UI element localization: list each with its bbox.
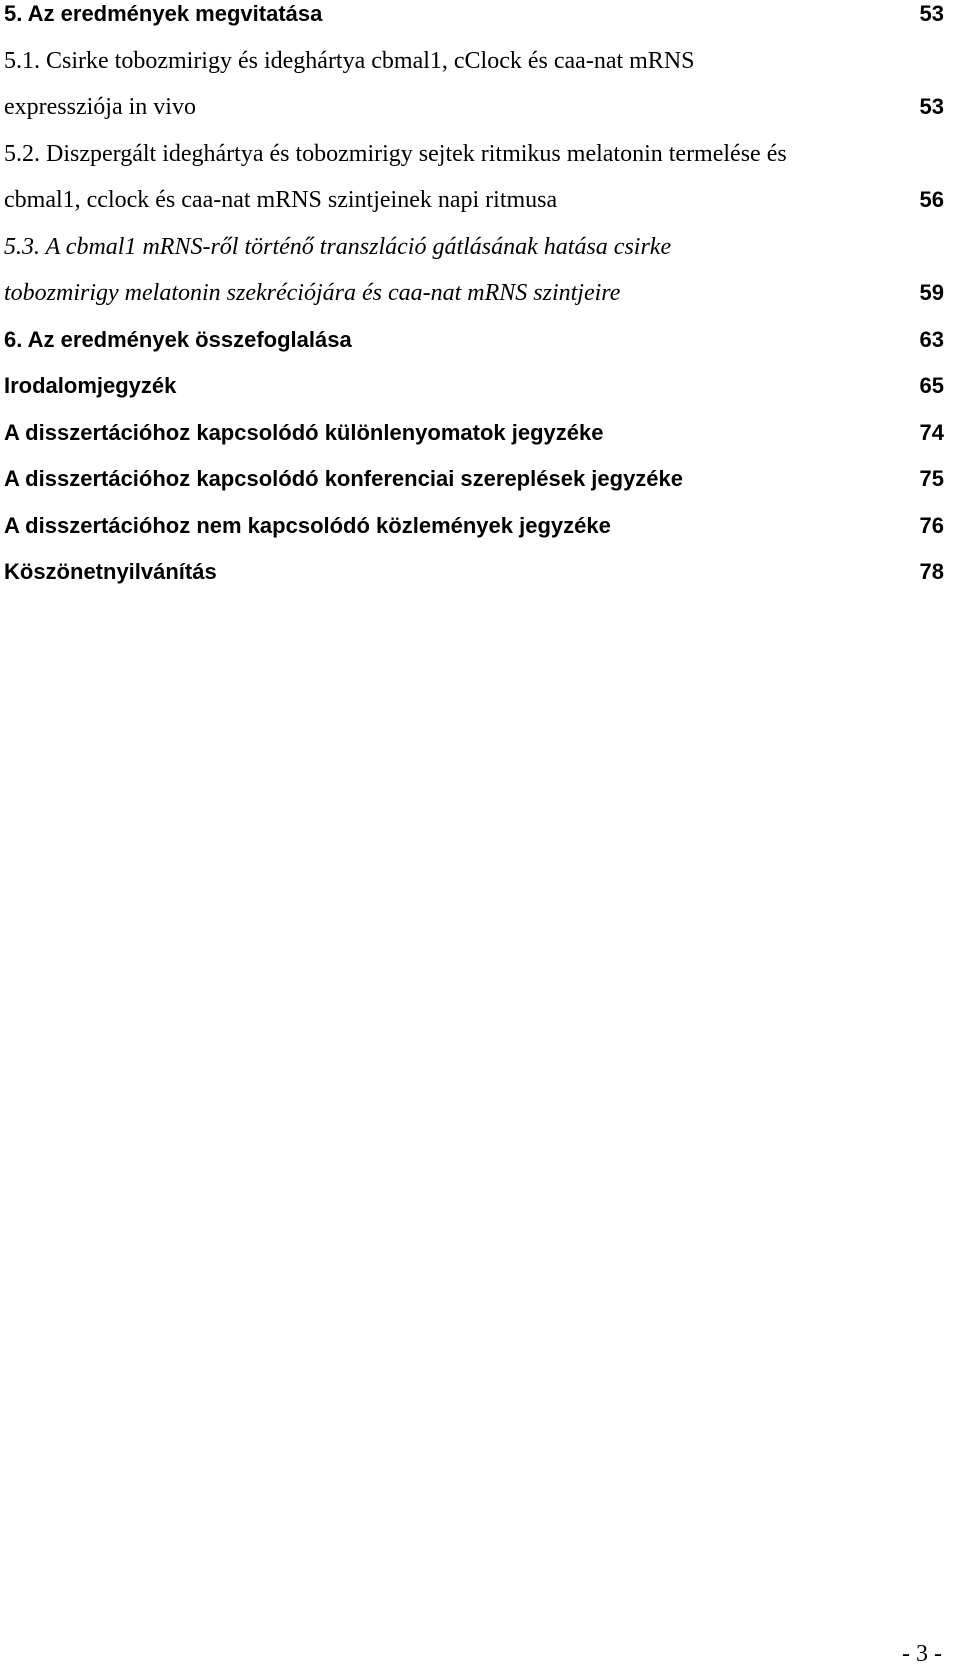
toc-entry-title: 5. Az eredmények megvitatása — [4, 1, 323, 26]
toc-entry-references[interactable] — [4, 372, 944, 419]
toc-entry-conferences[interactable] — [4, 465, 944, 512]
toc-entry-title: 5.3. A cbmal1 mRNS-ről történő transzláció gátlásának hatása csirke — [4, 233, 672, 260]
toc-page-number: 65 — [919, 373, 944, 398]
toc-entry-title: 6. Az eredmények összefoglalása — [4, 326, 352, 352]
toc-page-number: 75 — [919, 466, 944, 491]
toc-entry-reprints[interactable] — [4, 419, 944, 466]
toc-page-number: 53 — [919, 1, 944, 26]
toc-page-number: 74 — [919, 419, 944, 445]
toc-entry-acknowledgements[interactable] — [4, 558, 944, 605]
toc-entry-title: Irodalomjegyzék — [4, 373, 177, 398]
toc-entry-title: Köszönetnyilvánítás — [4, 559, 217, 584]
toc-entry-title: A disszertációhoz nem kapcsolódó közlemények jegyzéke — [4, 512, 611, 538]
toc-entry-5-1[interactable] — [4, 47, 944, 140]
toc-entry-summary[interactable] — [4, 326, 944, 373]
toc-page-number: 53 — [919, 94, 944, 119]
toc-entry-title-continued: cbmal1, cclock és caa-nat mRNS szintjeinek napi ritmusa — [4, 187, 558, 213]
toc-entry-title: A disszertációhoz kapcsolódó különlenyomatok jegyzéke — [4, 419, 604, 445]
toc-page-number: 63 — [919, 326, 944, 352]
toc-entry-title-continued: expressziója in vivo — [4, 94, 196, 120]
toc-entry-discussion[interactable] — [4, 0, 944, 47]
toc-page-number: 78 — [919, 559, 944, 584]
toc-entry-title: 5.1. Csirke tobozmirigy és ideghártya cbmal1, cClock és caa-nat mRNS — [4, 47, 695, 74]
toc-entry-other-publications[interactable] — [4, 512, 944, 559]
toc-entry-title: 5.2. Diszpergált ideghártya és tobozmirigy sejtek ritmikus melatonin termelése és — [4, 140, 787, 167]
toc-page-number: 59 — [919, 280, 944, 305]
toc-entry-5-3[interactable] — [4, 233, 944, 326]
toc-page-number: 76 — [919, 512, 944, 538]
page-number-footer: - 3 - — [902, 1641, 942, 1667]
toc-entry-title-continued: tobozmirigy melatonin szekréciójára és caa-nat mRNS szintjeire — [4, 280, 621, 306]
toc-entry-5-2[interactable] — [4, 140, 944, 233]
toc-entry-title: A disszertációhoz kapcsolódó konferenciai szereplések jegyzéke — [4, 466, 684, 491]
table-of-contents — [4, 0, 944, 605]
toc-page-number: 56 — [919, 187, 944, 212]
